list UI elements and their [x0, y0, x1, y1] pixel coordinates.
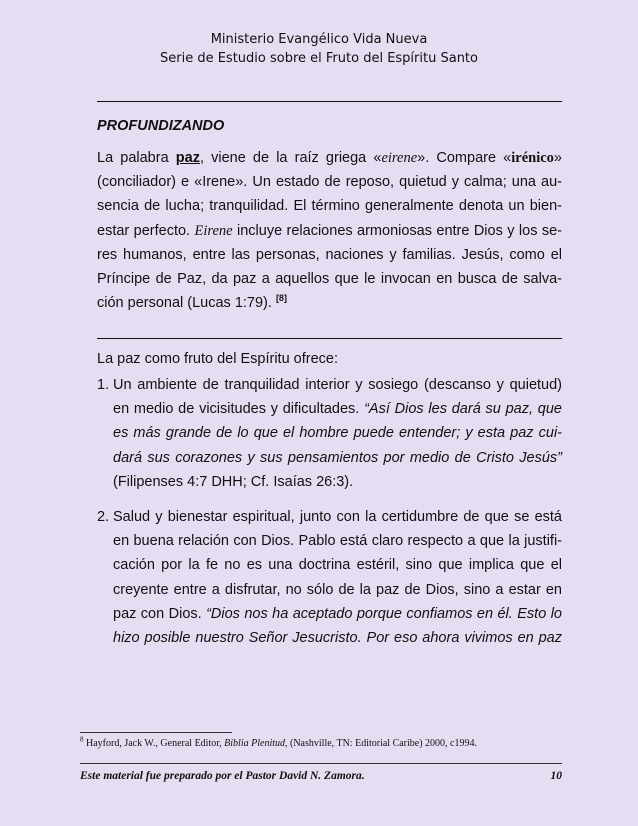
- item-line: en buena relación con Dios. Pablo está claro respecto a que la justifi-: [113, 533, 562, 550]
- middle-rule: [97, 338, 562, 339]
- para-line: [97, 291, 562, 315]
- scripture-quote: es más grande de lo que el hombre puede entender; y esta paz cui-: [113, 425, 562, 442]
- item-number: 2.: [97, 509, 110, 526]
- text: ». Compare «: [417, 150, 512, 166]
- text: La palabra: [97, 150, 176, 166]
- text: , viene de la raíz griega «: [199, 150, 382, 166]
- text: »: [553, 150, 562, 166]
- text: estar perfecto.: [97, 222, 195, 239]
- text: en medio de vicisitudes y dificultades.: [113, 401, 365, 418]
- word-irenico: irénico: [511, 150, 554, 166]
- header-series: Serie de Estudio sobre el Fruto del Espíritu Santo: [160, 51, 478, 66]
- footnote-number: 8: [80, 735, 84, 744]
- item-line: creyente entre a disfrutar, no sólo de la paz de Dios, sino a estar en: [113, 581, 562, 598]
- scripture-quote: “Así Dios les dará su paz, que: [364, 401, 562, 418]
- text: ción personal (Lucas 1:79).: [97, 295, 276, 312]
- item-line: [113, 397, 562, 421]
- fruit-list: [97, 373, 562, 650]
- text: incluye relaciones armoniosas entre Dios y los se-: [232, 222, 562, 239]
- text: paz con Dios.: [113, 605, 207, 622]
- footer-rule: [80, 763, 562, 764]
- list-item: [97, 505, 562, 650]
- text: Hayford, Jack W., General Editor,: [83, 738, 225, 749]
- para-line: [97, 146, 562, 170]
- list-item: [97, 373, 562, 494]
- para-line: Príncipe de Paz, da paz a aquellos que le invocan en busca de salva-: [97, 271, 562, 288]
- para-line: [97, 219, 562, 243]
- footnote-rule: [80, 732, 232, 733]
- greek-word: Eirene: [194, 222, 233, 239]
- scripture-quote: dará sus corazones y sus pensamientos por medio de Cristo Jesús”: [113, 449, 562, 466]
- item-number: 1.: [97, 377, 110, 393]
- scripture-quote: hizo posible nuestro Señor Jesucristo. Por eso ahora vivimos en paz: [113, 630, 562, 647]
- item-line: Salud y bienestar espiritual, junto con la certidumbre de que se está: [113, 509, 562, 526]
- item-line: (Filipenses 4:7 DHH; Cf. Isaías 26:3).: [113, 473, 354, 490]
- greek-word: eirene: [381, 150, 418, 166]
- book-title: Biblia Plenitud: [224, 738, 285, 749]
- item-line: Un ambiente de tranquilidad interior y sosiego (descanso y quietud): [113, 377, 562, 393]
- top-rule: [97, 101, 562, 102]
- item-line: cación por la fe no es una doctrina estéril, sino que implica que el: [113, 557, 562, 574]
- word-paz: paz: [175, 150, 200, 166]
- para-line: (conciliador) e «Irene». Un estado de reposo, quietud y calma; una au-: [97, 174, 562, 191]
- header-ministry: Ministerio Evangélico Vida Nueva: [210, 32, 428, 47]
- footnote-reference[interactable]: [8]: [275, 293, 287, 304]
- intro-text: La paz como fruto del Espíritu ofrece:: [97, 351, 338, 367]
- definition-paragraph: [97, 146, 562, 315]
- para-line: sencia de lucha; tranquilidad. El término generalmente denota un bien-: [97, 198, 562, 215]
- page-header: [0, 30, 638, 68]
- text: , (Nashville, TN: Editorial Caribe) 2000, c1994.: [285, 738, 477, 749]
- item-line: [113, 602, 562, 626]
- footnote: [80, 735, 477, 749]
- intro-line: [97, 347, 562, 371]
- footer-credit: Este material fue preparado por el Pastor David N. Zamora.: [80, 770, 365, 782]
- scripture-quote: “Dios nos ha aceptado porque confiamos en él. Esto lo: [206, 605, 562, 622]
- para-line: res humanos, entre las personas, naciones y familias. Jesús, como el: [97, 246, 562, 263]
- page-number: 10: [550, 770, 562, 782]
- page-footer: [80, 770, 562, 782]
- section-heading: PROFUNDIZANDO: [97, 118, 225, 134]
